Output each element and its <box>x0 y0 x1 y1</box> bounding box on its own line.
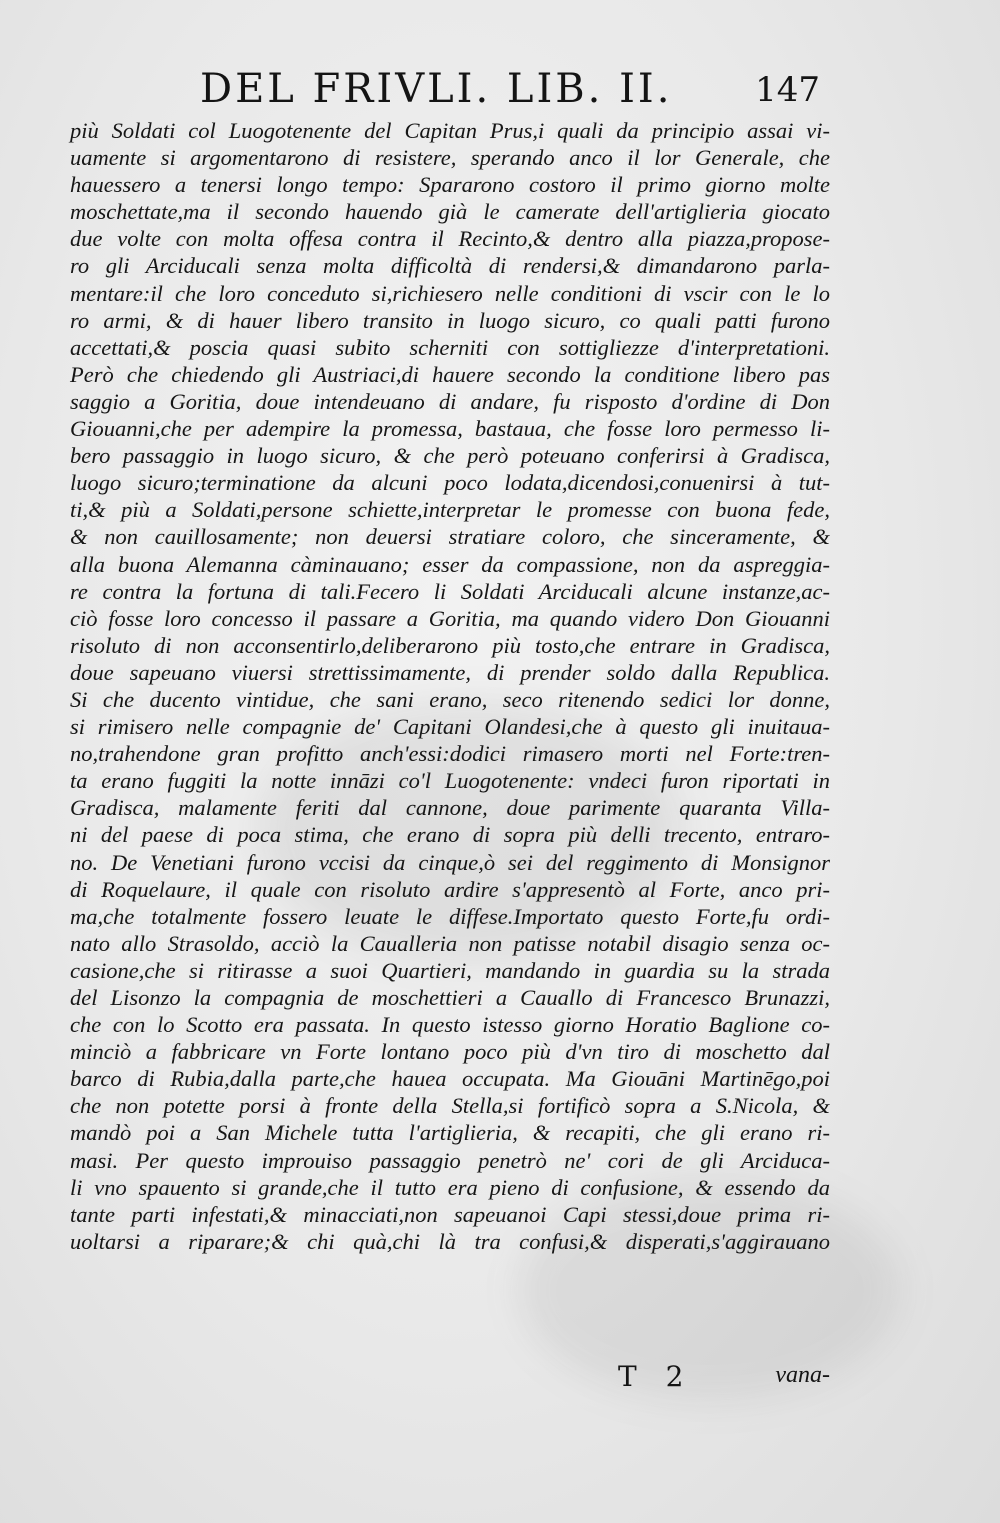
page-footer <box>600 1360 830 1400</box>
text-line: Si che ducento vintidue, che sani erano, seco ritenendo sedici lor donne, <box>70 686 830 712</box>
text-line: mentare:il che loro conceduto si,richiesero nelle conditioni di vscir con le lo <box>70 280 830 306</box>
text-line: due volte con molta offesa contra il Recinto,& dentro alla piazza,propose- <box>70 226 830 252</box>
text-line: casione,che si ritirasse a suoi Quartieri, mandando in guardia su la strada <box>70 957 830 983</box>
text-line: che con lo Scotto era passata. In questo istesso giorno Horatio Baglione co- <box>70 1012 830 1038</box>
text-line: del Lisonzo la compagnia de moschettieri a Cauallo di Francesco Brunazzi, <box>70 985 830 1010</box>
text-line: li vno spauento si grande,che il tutto era pieno di confusione, & essendo da <box>70 1174 830 1200</box>
text-line: si rimisero nelle compagnie de' Capitani Olandesi,che à questo gli inuitaua- <box>70 714 830 740</box>
catchword: vana- <box>775 1362 830 1388</box>
text-line: Gradisca, malamente feriti dal cannone, doue parimente quaranta Villa- <box>70 795 830 821</box>
running-title: DEL FRIVLI. LIB. II. <box>200 66 673 112</box>
text-line: barco di Rubia,dalla parte,che hauea occupata. Ma Giouāni Martinēgo,poi <box>70 1066 830 1092</box>
text-line: & non cauillosamente; non deuersi stratiare coloro, che sinceramente, & <box>70 524 830 550</box>
text-line: ni del paese di poca stima, che erano di sopra più delli trecento, entraro- <box>70 822 830 848</box>
text-line: bero passaggio in luogo sicuro, & che però poteuano conferirsi à Gradisca, <box>70 443 830 469</box>
text-line: accettati,& poscia quasi subito scherniti con sottigliezze d'interpretationi. <box>70 334 830 360</box>
text-line: no. De Venetiani furono vccisi da cinque,ò sei del reggimento di Monsignor <box>70 849 830 875</box>
text-line: hauessero a tenersi longo tempo: Spararono costoro il primo giorno molte <box>70 172 830 198</box>
text-line: minciò a fabbricare vn Forte lontano poco più d'vn tiro di moschetto dal <box>70 1039 830 1065</box>
text-line: ma,che totalmente fossero leuate le diffese.Importato questo Forte,fu ordi- <box>70 903 830 929</box>
text-line: risoluto di non acconsentirlo,deliberarono più tosto,che entrare in Gradisca, <box>70 632 830 658</box>
text-line: ta erano fuggiti la notte innāzi co'l Luogotenente: vndeci furon riportati in <box>70 768 830 794</box>
text-line: ciò fosse loro concesso il passare a Goritia, ma quando videro Don Giouanni <box>70 605 830 631</box>
page-header <box>200 66 820 116</box>
text-line: no,trahendone gran profitto anch'essi:dodici rimasero morti nel Forte:tren- <box>70 741 830 767</box>
text-line: re contra la fortuna di tali.Fecero li Soldati Arciducali alcune instanze,ac- <box>70 578 830 604</box>
text-line: uoltarsi a riparare;& chi quà,chi là tra confusi,& disperati,s'aggirauano <box>70 1228 830 1254</box>
text-line: alla buona Alemanna càminauano; esser da compassione, non da aspreggia- <box>70 551 830 577</box>
text-line: ro armi, & di hauer libero transito in luogo sicuro, co quali patti furono <box>70 307 830 333</box>
text-line: di Roquelaure, il quale con risoluto ardire s'appresentò al Forte, anco pri- <box>70 876 830 902</box>
text-line: moschettate,ma il secondo hauendo già le camerate dell'artiglieria giocato <box>70 199 830 225</box>
text-line: nato allo Strasoldo, acciò la Caualleria non patisse notabil disagio senza oc- <box>70 930 830 956</box>
body-text <box>70 117 830 1255</box>
text-line: saggio a Goritia, doue intendeuano di andare, fu risposto d'ordine di Don <box>70 388 830 414</box>
page-number: 147 <box>755 70 820 110</box>
text-line: ro gli Arciducali senza molta difficoltà di rendersi,& dimandarono parla- <box>70 253 830 279</box>
text-line: che non potette porsi à fronte della Stella,si fortificò sopra a S.Nicola, & <box>70 1093 830 1119</box>
text-line: ti,& più a Soldati,persone schiette,interpretar le promesse con buona fede, <box>70 497 830 523</box>
text-line: doue sapeuano viuersi strettissimamente, di prender soldo dalla Republica. <box>70 659 830 685</box>
text-line: masi. Per questo improuiso passaggio penetrò ne' cori de gli Arciduca- <box>70 1147 830 1173</box>
text-line: più Soldati col Luogotenente del Capitan Prus,i quali da principio assai vi- <box>70 118 830 143</box>
text-line: Però che chiedendo gli Austriaci,di hauere secondo la conditione libero pas <box>70 361 830 387</box>
text-line: mandò poi a San Michele tutta l'artiglieria, & recapiti, che gli erano ri- <box>70 1120 830 1146</box>
signature-mark: T 2 <box>618 1360 694 1393</box>
text-line: luogo sicuro;terminatione da alcuni poco lodata,dicendosi,conuenirsi à tut- <box>70 470 830 496</box>
text-line: tante parti infestati,& minacciati,non sapeuanoi Capi stessi,doue prima ri- <box>70 1201 830 1227</box>
text-line: Giouanni,che per adempire la promessa, bastaua, che fosse loro permesso li- <box>70 416 830 442</box>
text-line: uamente si argomentarono di resistere, sperando anco il lor Generale, che <box>70 145 830 171</box>
